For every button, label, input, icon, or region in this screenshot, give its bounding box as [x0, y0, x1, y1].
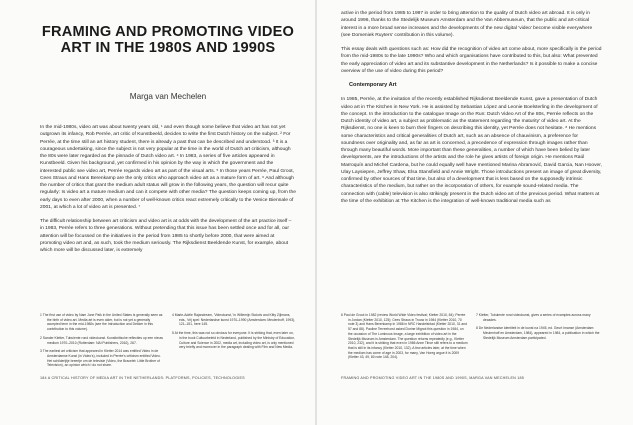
section-heading: Contemporary Art: [349, 82, 397, 88]
paragraph: The difficult relationship between art criticism and video art is at odds with the development of the art practice itself – in 1983, Perrée refers to three generations. Without pretending that this issue has been settled once and for all, our attention will be focussed on the initiatives in the period from 1985 to shortly before 2000, that were aimed at promoting video art and, as such, took the medium seriously. The Rijksdienst Beeldende Kunst, for example, about which more will be discussed later, is extremely: [40, 219, 292, 253]
left-footnotes: [40, 313, 296, 372]
left-page: [0, 0, 316, 425]
footnote: 2 Sander Kletter, Tubulente rond videokunst. Kunstkritische reflecties op een nieuw medium 1970–2010 (Rotterdam: NAi Publishers, 2010), 267.: [40, 335, 163, 345]
right-body-text: [341, 10, 603, 212]
footnote-column: [341, 313, 468, 364]
paragraph: active in the period from 1985 to 1997 in order to bring attention to the quality of Dutch video art abroad. It is only in around 1996, thanks to the Stedelijk Museum Amsterdam and the Van Abbemuseum, that the public and art-critical interest in a more broad sense increases and the developments of the new digital 'video' become visible everywhere (see Domeniek Ruyters' contribution in this volume).: [341, 11, 593, 38]
footnote-column: [172, 313, 296, 372]
right-page: [317, 0, 633, 425]
paragraph: In 1985, Perrée, at the invitation of the recently established Rijksdienst Beeldende Kunst, gave a presentation of Dutch video art in The Kitchen in New York. He is assisted by Sebastian López and Leonie Boelsterling in the development of the concept. In the introduction to the catalogue Image on the Run: Dutch Video Art of the 80s, Perrée reflects on the Dutch identity of video art, a subject as problematic as the statement regarding 'the maturity' of video art. At the Rijksdienst, no one is keen to burn their fingers on describing this identity, yet Perrée does not hesitate. ⁸ He mentions some characteristics and critical generalities of Dutch art, such as an absence of chauvinism, a preference for soundness over originality and, as far as art is concerned, a precedence of expression through images rather than through many beautiful words. More important than these generalities, a number of which have been belied by later developments, are the introductions of the artists and the role he gives artists of foreign origin. He mentions Raúl Marroquín and Michel Cardena, but he could equally well have mentioned Marina Abramović, David Garcia, Nan Hoover, Ulay Laysiepen, Jeffrey Shaw, Elsa Stansfield and Annie Wright. Those introductions present an image of great diversity, confirmed by other sources of that time, but also of a development that is less based on the supposedly intrinsic characteristics of the medium, but rather on the incorporation of others, for example sound-related media. The connection with (cable) television is also strikingly present in the Dutch video art of the previous period. What matters at the time of the exhibition at The Kitchen is the integration of well-known traditional media such as: [341, 97, 602, 204]
footnote: 6 Paul de Groot in 1982 (review World Wide Video festival; Kletter 2010, 84); Perrée in Jordan (Kletter 2010, 125); Cees Straus in Trouw in 1984 (Kletter 2010, 70 note 3) and Hans Berenkamp in 1986 in NRC Handelsblad (Kletter 2010, 31 and 57 and 88). Pauline Terreehorst asked Dorine Mignot this question in 1984, on the occasion of The Luminous Image, a large exhibition of video art in the Stedelijk Museum in Amsterdam. The question returns repeatedly (e.g., Kletter 2010, 232), and it is striking that even in 1986 Anne Tilroe still refers to a medium that is still in its infancy (Kletter 2010, 132). A few articles later, at the time when the medium has come of age in 2003, for many, Van Horeg argue it is 2009 (Kletter 43, 49, 80 note 148, 204).: [341, 313, 468, 360]
left-body-text: [40, 124, 296, 261]
footnote-column: [40, 313, 164, 372]
left-page-footer: 184 A CRITICAL HISTORY OF MEDIA ART IN THE NETHERLANDS: PLATFORMS, POLICIES, TECHNOLOGIES: [40, 376, 245, 380]
paragraph: In the mid-1980s, video art was about twenty years old, ¹ and even though some believe that video art has not yet outgrown its infancy, Rob Perrée, art critic of Kunstbeeld, decides to write the first Dutch history on the subject. ² For Perrée, at the time still an art history student, there is already a past that can be described and understood. ³ It is a courageous undertaking, since the subject is not very popular at the time in the world of Dutch art criticism, although the 80s were later regarded as the pinnacle of Dutch video art. ⁴ In 1983, a series of five articles appeared in Kunstbeeld. Given his background, yet confirmed in his opinion by the way in which the government and the interested public see video art, Perrée regards video art as part of the visual arts. ⁵ In those years Perrée, Paul Groot, Cees Straus and Hans Berenkamp are the only critics who approach video art as a mature form of art. ⁶ And although the number of critics that grant the medium adult status will grow in the following years, the question will recur quite regularly: Is video art a mature medium and can it compete with other media? The question keeps coming up, from the early days to even after 2000, when a number of well-known critics react extremely critically to the Venice Biennale of 2001, at which a lot of video art is presented. ⁷: [40, 125, 296, 210]
right-page-footer: FRAMING AND PROMOTING VIDEO ART IN THE 1980S AND 1990S, MARGA VAN MECHELEN 185: [341, 376, 524, 380]
paragraph: This essay deals with questions such as: How did the recognition of video art come about, more specifically in the period from the mid-1980s to the late 1990s? Who and which organisations have contributed to this, but also: What prevented the early appreciation of video art and its substantive development in the Netherlands? Is it possible to make a concise overview of the use of video during this period?: [341, 47, 602, 74]
footnote: 7 Kletter, Tubulente rond videokunst, gives a series of examples across many decades.: [476, 313, 591, 322]
footnote: 3 The earliest art criticism that appeared in Kletter 2014 was entitled Video in de Amsterdamse Kunst (in Video's), included in Perrée's criticism entitled Video. Het schilderijtje breertje om de televisie (Video, the Bracelet: Little Brother of Television), an opinion which I do not share.: [40, 349, 161, 368]
right-footnotes: [341, 313, 603, 364]
article-title: FRAMING AND PROMOTING VIDEO ART IN THE 1980S AND 1990S: [41, 24, 295, 57]
footnote: 8 De Nederlandse identiteit in de kunst na 1945, ed. Geurt Imanse (Amsterdam: Meulenhoff en Amsterdam, 1984), appeared in 1984, a publication in which the Stedelijk Museum Amsterdam participated.: [476, 326, 600, 340]
footnote: 5 At the time, this was not so obvious for everyone. It is striking that, even later on, in the book Cultuurbeleid in Nederland, published by the Ministry of Education, Culture and Science in 2002, media art, including video art, is only mentioned very briefly and moreover in the paragraph dealing with Film and New Media.: [172, 331, 295, 350]
footnote: 1 The first use of video by Nam June Paik in the United States is generally seen as the birth of video art. Media art is even older, but is not yet a generally accepted term in the mid-1980s (see the Introduction and Dekker in this contribution to this volume).: [40, 313, 163, 332]
author-name: Marga van Mechelen: [129, 92, 207, 101]
footnote: 4 Marie-Adèle Rajandream, 'Videokunst,' in Willemijn Stokvis and Kitty Zijlmans, eds., Vrij spel: Nederlandse kunst 1970–1990 (Amsterdam: Meulenhoff, 1993), 121–151, here 145.: [172, 313, 296, 327]
footnote-column: [476, 313, 603, 364]
